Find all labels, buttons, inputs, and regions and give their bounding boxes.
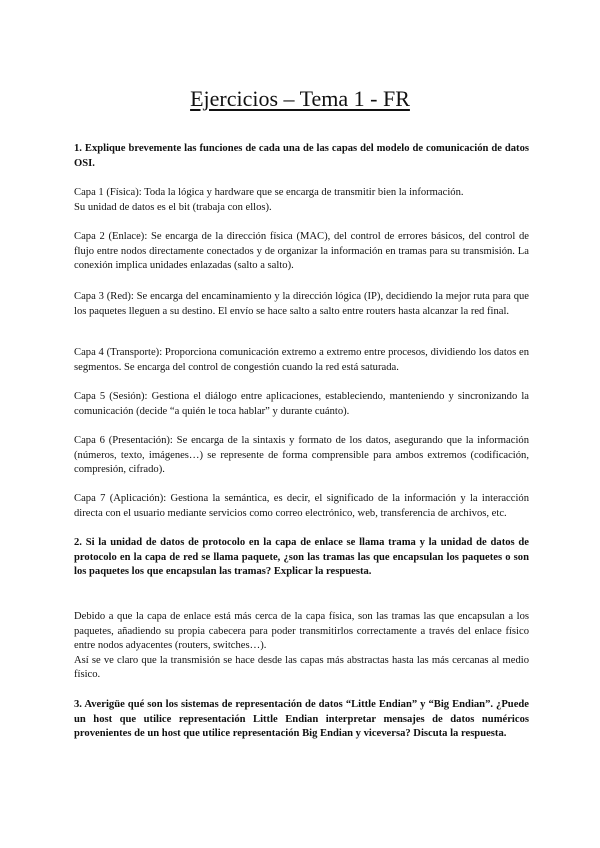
question-3: 3. Averigüe qué son los sistemas de representación de datos “Little Endian” y “Big Endian”. ¿Puede un host que utilice representación Little Endian interpretar mensajes de datos numéricos provenientes de un host que utilice representación Big Endian y viceversa? Discuta la respuesta.: [74, 699, 529, 740]
question-2: 2. Si la unidad de datos de protocolo en la capa de enlace se llama trama y la unidad de datos de protocolo en la capa de red se llama paquete, ¿son las tramas las que encapsulan los paquetes o son los paquetes los que encapsulan las tramas? Explicar la respuesta.: [74, 537, 529, 578]
answer-2-paragraph-1: Debido a que la capa de enlace está más cerca de la capa física, son las tramas las que encapsulan a los paquetes, añadiendo su propia cabecera para poder transmitirlos correctamente a través del enlace físico entre nodos adyacentes (routers, switches…).: [74, 611, 529, 652]
answer-layer-1-line-1: Capa 1 (Física): Toda la lógica y hardware que se encarga de transmitir bien la información.: [74, 187, 464, 198]
page-title: Ejercicios – Tema 1 - FR: [190, 86, 410, 111]
answer-layer-6: Capa 6 (Presentación): Se encarga de la sintaxis y formato de los datos, asegurando que la información (números, texto, imágenes…) se represente de forma comprensible para ambos extremos (codificación, compresión, cifrado).: [74, 435, 529, 476]
answer-layer-5: Capa 5 (Sesión): Gestiona el diálogo entre aplicaciones, estableciendo, manteniendo y sincronizando la comunicación (decide “a quién le toca hablar” y durante cuánto).: [74, 391, 529, 417]
question-1: 1. Explique brevemente las funciones de cada una de las capas del modelo de comunicación de datos OSI.: [74, 143, 529, 169]
answer-2-paragraph-2: Así se ve claro que la transmisión se hace desde las capas más abstractas hasta las más cercanas al medio físico.: [74, 654, 529, 681]
answer-layer-2: Capa 2 (Enlace): Se encarga de la dirección física (MAC), del control de errores básicos, del control de flujo entre nodos directamente conectados y de organizar la información en tramas para su transmisión. La conexión implica unidades enlazadas (salto a salto).: [74, 231, 529, 272]
answer-layer-1: [74, 186, 529, 215]
answer-layer-7: Capa 7 (Aplicación): Gestiona la semántica, es decir, el significado de la información y la interacción directa con el usuario mediante servicios como correo electrónico, web, transferencia de archivos, etc.: [74, 493, 529, 519]
answer-layer-3: Capa 3 (Red): Se encarga del encaminamiento y la dirección lógica (IP), decidiendo la mejor ruta para que los paquetes lleguen a su destino. El envío se hace salto a salto entre routers hasta alcanzar la red final.: [74, 291, 529, 317]
answer-2: [74, 610, 529, 683]
answer-layer-4: Capa 4 (Transporte): Proporciona comunicación extremo a extremo entre procesos, dividiendo los datos en segmentos. Se encarga del control de congestión cuando la red está saturada.: [74, 347, 529, 373]
answer-layer-1-line-2: Su unidad de datos es el bit (trabaja con ellos).: [74, 201, 272, 213]
